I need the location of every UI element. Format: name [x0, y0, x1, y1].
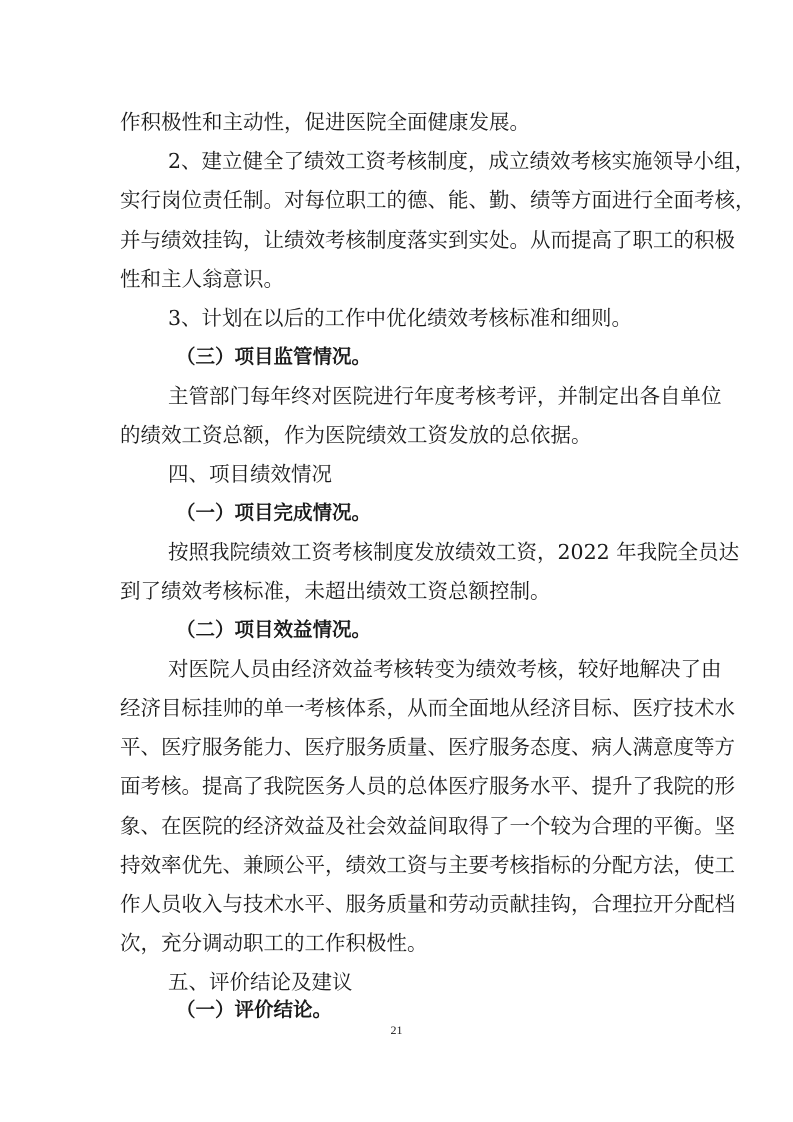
paragraph-line: 按照我院绩效工资考核制度发放绩效工资，2022 年我院全员达 — [168, 540, 740, 564]
paragraph-line: 性和主人翁意识。 — [120, 267, 284, 291]
paragraph-line: 象、在医院的经济效益及社会效益间取得了一个较为合理的平衡。坚 — [120, 814, 735, 838]
paragraph-line: 平、医疗服务能力、医疗服务质量、医疗服务态度、病人满意度等方 — [120, 735, 735, 759]
section-heading: 五、评价结论及建议 — [168, 970, 353, 994]
paragraph-line: 次，充分调动职工的工作积极性。 — [120, 931, 428, 955]
paragraph-line: 面考核。提高了我院医务人员的总体医疗服务水平、提升了我院的形 — [120, 774, 735, 798]
subsection-heading: （一）项目完成情况。 — [176, 501, 372, 524]
subsection-heading: （三）项目监管情况。 — [176, 345, 372, 368]
subsection-heading: （二）项目效益情况。 — [176, 618, 372, 641]
paragraph-line: 主管部门每年终对医院进行年度考核考评，并制定出各自单位 — [168, 384, 722, 408]
paragraph-line: 对医院人员由经济效益考核转变为绩效考核，较好地解决了由 — [168, 657, 722, 681]
section-heading: 四、项目绩效情况 — [168, 462, 332, 486]
subsection-heading: （一）评价结论。 — [176, 998, 333, 1021]
paragraph-line: 3、计划在以后的工作中优化绩效考核标准和细则。 — [168, 306, 633, 330]
page-number: 21 — [390, 1023, 403, 1037]
paragraph-line: 的绩效工资总额，作为医院绩效工资发放的总依据。 — [120, 423, 592, 447]
paragraph-line: 并与绩效挂钩，让绩效考核制度落实到实处。从而提高了职工的积极 — [120, 228, 735, 252]
paragraph-line: 作积极性和主动性，促进医院全面健康发展。 — [120, 110, 530, 134]
paragraph-line: 持效率优先、兼顾公平，绩效工资与主要考核指标的分配方法，使工 — [120, 853, 735, 877]
paragraph-line: 到了绩效考核标准，未超出绩效工资总额控制。 — [120, 579, 551, 603]
paragraph-line: 2、建立健全了绩效工资考核制度，成立绩效考核实施领导小组， — [168, 149, 756, 173]
paragraph-line: 经济目标挂帅的单一考核体系，从而全面地从经济目标、医疗技术水 — [120, 696, 735, 720]
paragraph-line: 作人员收入与技术水平、服务质量和劳动贡献挂钩，合理拉开分配档 — [120, 892, 735, 916]
paragraph-line: 实行岗位责任制。对每位职工的德、能、勤、绩等方面进行全面考核， — [120, 188, 756, 212]
